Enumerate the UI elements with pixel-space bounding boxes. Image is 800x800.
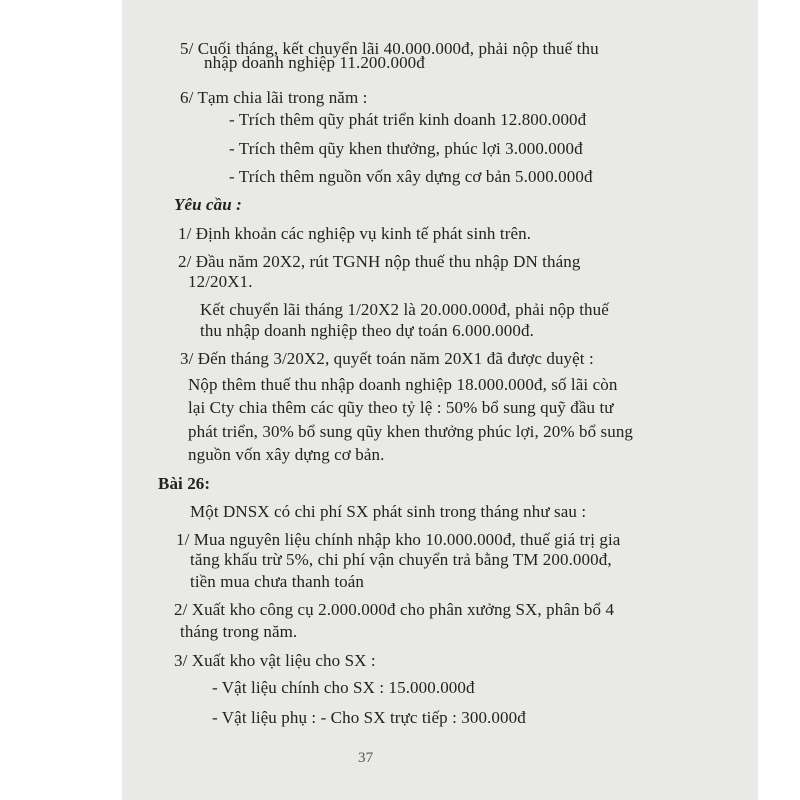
text-line: 2/ Đầu năm 20X2, rút TGNH nộp thuế thu nhập DN tháng bbox=[178, 252, 581, 271]
text-line: Kết chuyển lãi tháng 1/20X2 là 20.000.000đ, phải nộp thuế bbox=[200, 300, 609, 319]
text-line: tiền mua chưa thanh toán bbox=[190, 572, 365, 591]
text-line: - Trích thêm qũy khen thưởng, phúc lợi 3.000.000đ bbox=[229, 139, 583, 158]
text-line: phát triển, 30% bổ sung qũy khen thưởng phúc lợi, 20% bổ sung bbox=[188, 422, 634, 441]
text-line: Một DNSX có chi phí SX phát sinh trong tháng như sau : bbox=[190, 502, 587, 521]
text-line: - Trích thêm qũy phát triển kinh doanh 12.800.000đ bbox=[229, 110, 587, 129]
exercise-heading: Bài 26: bbox=[158, 474, 211, 493]
text-line: - Trích thêm nguồn vốn xây dựng cơ bản 5.000.000đ bbox=[229, 167, 593, 186]
text-line: Nộp thêm thuế thu nhập doanh nghiệp 18.000.000đ, số lãi còn bbox=[188, 375, 618, 394]
text-line: 1/ Định khoản các nghiệp vụ kinh tế phát sinh trên. bbox=[178, 224, 532, 243]
text-line: 3/ Đến tháng 3/20X2, quyết toán năm 20X1 đã được duyệt : bbox=[180, 349, 594, 368]
text-line: tháng trong năm. bbox=[180, 622, 298, 641]
text-line: - Vật liệu chính cho SX : 15.000.000đ bbox=[212, 678, 475, 697]
text-line: thu nhập doanh nghiệp theo dự toán 6.000.000đ. bbox=[200, 321, 534, 340]
book-page bbox=[122, 0, 758, 800]
text-line: 5/ Cuối tháng, kết chuyển lãi 40.000.000đ, phải nộp thuế thu bbox=[180, 39, 599, 58]
text-line: lại Cty chia thêm các qũy theo tỷ lệ : 50% bổ sung quỹ đầu tư bbox=[188, 398, 614, 417]
section-heading: Yêu cầu : bbox=[174, 195, 242, 214]
text-line: nhập doanh nghiệp 11.200.000đ bbox=[204, 53, 425, 72]
text-line: - Vật liệu phụ : - Cho SX trực tiếp : 300.000đ bbox=[212, 708, 526, 727]
text-line: 3/ Xuất kho vật liệu cho SX : bbox=[174, 651, 376, 670]
page-number: 37 bbox=[358, 750, 374, 766]
text-line: 2/ Xuất kho công cụ 2.000.000đ cho phân xưởng SX, phân bổ 4 bbox=[174, 600, 615, 619]
text-line: 6/ Tạm chia lãi trong năm : bbox=[180, 88, 368, 107]
text-line: 1/ Mua nguyên liệu chính nhập kho 10.000.000đ, thuế giá trị gia bbox=[176, 530, 621, 549]
text-line: 12/20X1. bbox=[188, 272, 253, 291]
text-line: nguồn vốn xây dựng cơ bản. bbox=[188, 445, 385, 464]
text-line: tăng khấu trừ 5%, chi phí vận chuyển trả bằng TM 200.000đ, bbox=[190, 550, 612, 569]
